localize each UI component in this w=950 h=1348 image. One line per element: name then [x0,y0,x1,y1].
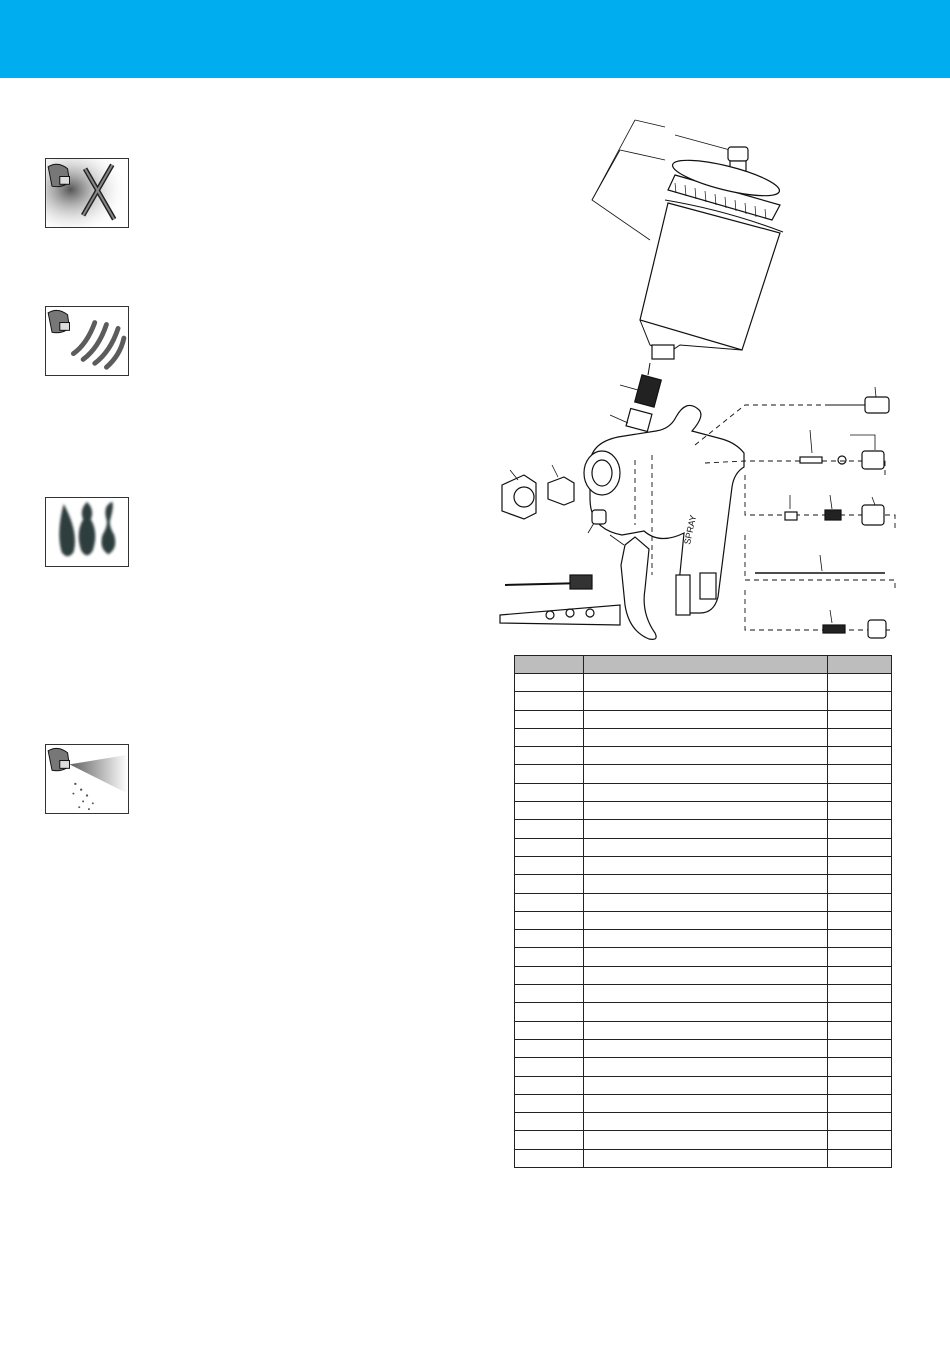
table-row [515,875,892,893]
table-cell [828,1058,892,1076]
table-cell [828,1003,892,1021]
table-cell [584,1039,828,1057]
table-row [515,911,892,929]
table-cell [584,1094,828,1112]
table-cell [515,765,584,783]
table-cell [584,985,828,1003]
table-cell [828,893,892,911]
table-row [515,966,892,984]
table-cell [515,911,584,929]
table-cell [515,1058,584,1076]
table-cell [515,692,584,710]
table-cell [584,1021,828,1039]
table-cell [515,1039,584,1057]
table-header-cell [515,656,584,674]
table-cell [828,1039,892,1057]
table-row [515,765,892,783]
table-cell [584,1058,828,1076]
table-cell [584,820,828,838]
table-cell [584,710,828,728]
table-row [515,728,892,746]
table-cell [828,692,892,710]
table-cell [515,1113,584,1131]
table-cell [515,838,584,856]
table-row [515,1076,892,1094]
table-header-cell [828,656,892,674]
table-cell [584,893,828,911]
table-cell [828,966,892,984]
table-row [515,948,892,966]
table-cell [828,838,892,856]
table-cell [828,856,892,874]
table-cell [828,1076,892,1094]
table-cell [584,747,828,765]
table-cell [584,930,828,948]
table-row [515,1039,892,1057]
parts-table [514,655,892,1168]
table-row [515,710,892,728]
table-cell [828,1021,892,1039]
table-cell [515,856,584,874]
table-row [515,930,892,948]
table-row [515,1021,892,1039]
table-cell [828,674,892,692]
table-row [515,985,892,1003]
table-cell [515,674,584,692]
table-cell [584,674,828,692]
table-row [515,893,892,911]
table-row [515,856,892,874]
table-cell [515,1076,584,1094]
table-row [515,1094,892,1112]
table-cell [584,1003,828,1021]
table-cell [584,783,828,801]
table-cell [515,966,584,984]
svg-text:SPRAY: SPRAY [682,514,699,546]
table-row [515,1113,892,1131]
table-cell [515,728,584,746]
table-cell [515,1021,584,1039]
table-cell [584,948,828,966]
table-cell [828,802,892,820]
table-cell [515,930,584,948]
table-row [515,674,892,692]
table-row [515,838,892,856]
table-cell [515,1003,584,1021]
spray-gun-crossed-out-icon [45,158,129,228]
table-cell [584,875,828,893]
table-cell [515,783,584,801]
table-cell [828,1113,892,1131]
table-cell [515,747,584,765]
table-row [515,1149,892,1167]
table-cell [515,985,584,1003]
table-cell [828,875,892,893]
table-cell [828,820,892,838]
table-cell [828,1131,892,1149]
table-cell [515,710,584,728]
table-cell [828,747,892,765]
table-cell [828,765,892,783]
table-row [515,820,892,838]
spray-pattern-shapes-icon [45,497,129,567]
spray-dripping-icon [45,744,129,814]
table-cell [584,802,828,820]
table-cell [584,1076,828,1094]
table-header-row [515,656,892,674]
header-bar [0,0,950,78]
table-cell [584,765,828,783]
table-cell [828,728,892,746]
spray-wave-pattern-icon [45,306,129,376]
table-row [515,1058,892,1076]
table-row [515,1131,892,1149]
table-cell [515,893,584,911]
table-cell [828,1149,892,1167]
table-header-cell [584,656,828,674]
table-cell [584,1113,828,1131]
table-cell [584,838,828,856]
table-cell [828,985,892,1003]
table-row [515,802,892,820]
table-cell [828,911,892,929]
table-row [515,692,892,710]
table-cell [584,1131,828,1149]
table-cell [515,1149,584,1167]
table-cell [515,948,584,966]
table-cell [828,930,892,948]
table-cell [584,856,828,874]
table-cell [515,875,584,893]
table-cell [584,692,828,710]
table-cell [828,710,892,728]
table-cell [828,783,892,801]
table-cell [515,820,584,838]
table-cell [515,1131,584,1149]
table-cell [515,1094,584,1112]
table-cell [584,911,828,929]
parts-table-body [515,674,892,1168]
table-cell [515,802,584,820]
table-cell [584,966,828,984]
table-cell [584,728,828,746]
table-row [515,747,892,765]
table-cell [584,1149,828,1167]
table-cell [828,1094,892,1112]
table-cell [828,948,892,966]
table-row [515,783,892,801]
table-row [515,1003,892,1021]
spray-gun-exploded-diagram [490,105,910,645]
